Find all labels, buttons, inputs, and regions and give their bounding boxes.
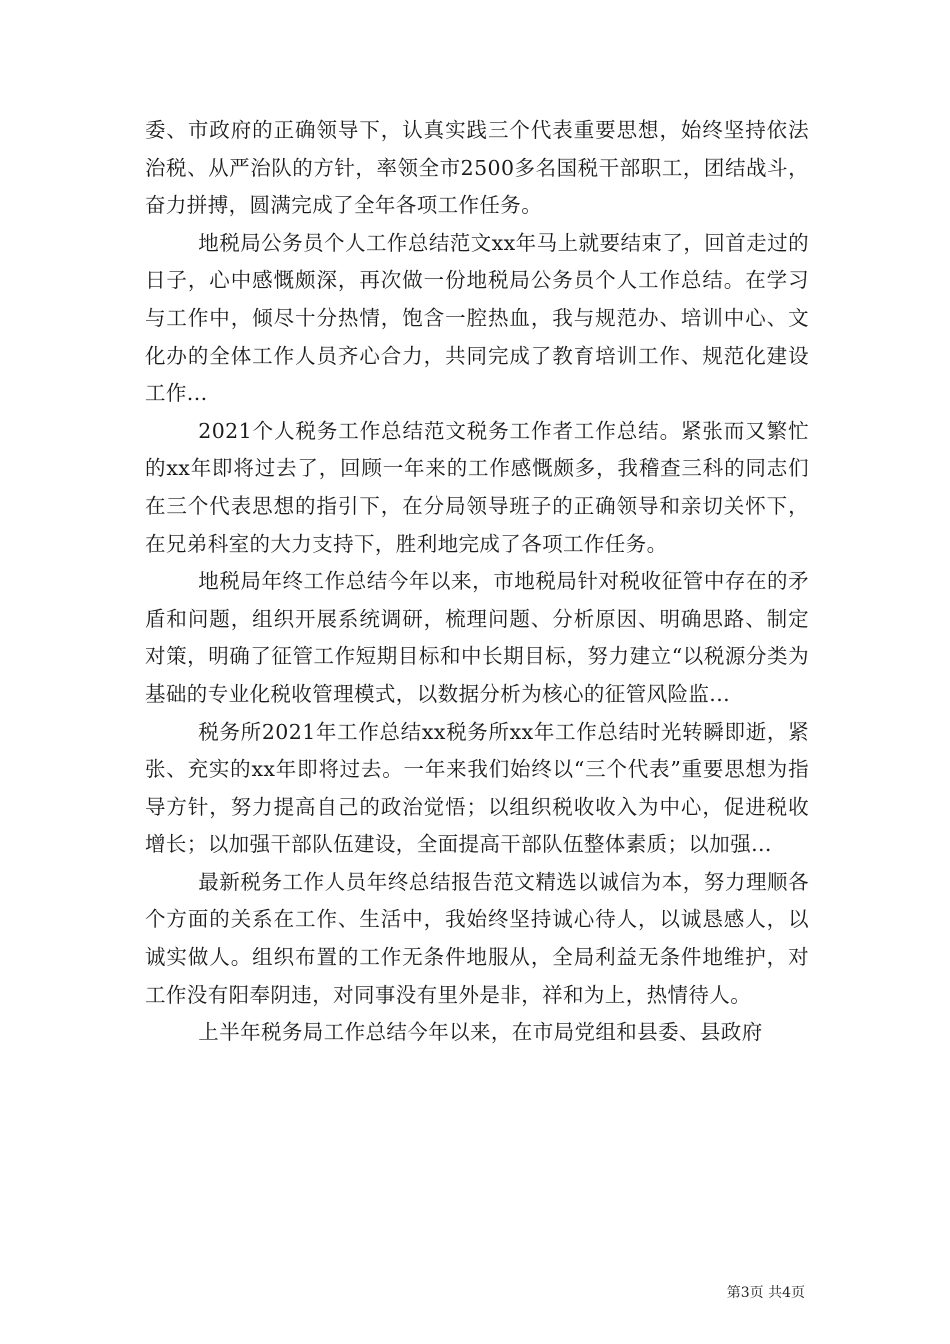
- page-number-footer: 第3页 共4页: [726, 1285, 805, 1301]
- paragraph: 最新税务工作人员年终总结报告范文精选以诚信为本，努力理顺各个方面的关系在工作、生活中，我始终坚持诚心待人，以诚恳感人，以诚实做人。组织布置的工作无条件地服从，全局利益无条件地维护，对工作没有阳奉阴违，对同事没有里外是非，祥和为上，热情待人。: [145, 869, 809, 1007]
- paragraph: 地税局年终工作总结今年以来，市地税局针对税收征管中存在的矛盾和问题，组织开展系统调研，梳理问题、分析原因、明确思路、制定对策，明确了征管工作短期目标和中长期目标，努力建立“以税源分类为基础的专业化税收管理模式，以数据分析为核心的征管风险监...: [145, 569, 809, 706]
- paragraph: 上半年税务局工作总结今年以来，在市局党组和县委、县政府: [198, 1020, 763, 1045]
- paragraph: 2021个人税务工作总结范文税务工作者工作总结。紧张而又繁忙的xx年即将过去了，回顾一年来的工作感慨颇多，我稽查三科的同志们在三个代表思想的指引下，在分局领导班子的正确领导和亲切关怀下，在兄弟科室的大力支持下，胜利地完成了各项工作任务。: [145, 418, 809, 556]
- paragraph: 地税局公务员个人工作总结范文xx年马上就要结束了，回首走过的日子，心中感慨颇深，再次做一份地税局公务员个人工作总结。在学习与工作中，倾尽十分热情，饱含一腔热血，我与规范办、培训中心、文化办的全体工作人员齐心合力，共同完成了教育培训工作、规范化建设工作...: [145, 230, 809, 406]
- paragraph: 税务所2021年工作总结xx税务所xx年工作总结时光转瞬即逝，紧张、充实的xx年即将过去。一年来我们始终以“三个代表”重要思想为指导方针，努力提高自己的政治觉悟；以组织税收收入为中心，促进税收增长；以加强干部队伍建设，全面提高干部队伍整体素质；以加强...: [145, 719, 809, 857]
- paragraph-continuation: 委、市政府的正确领导下，认真实践三个代表重要思想，始终坚持依法治税、从严治队的方针，率领全市2500多名国税干部职工，团结战斗，奋力拼搏，圆满完成了全年各项工作任务。: [145, 118, 809, 218]
- document-body: [145, 112, 809, 1052]
